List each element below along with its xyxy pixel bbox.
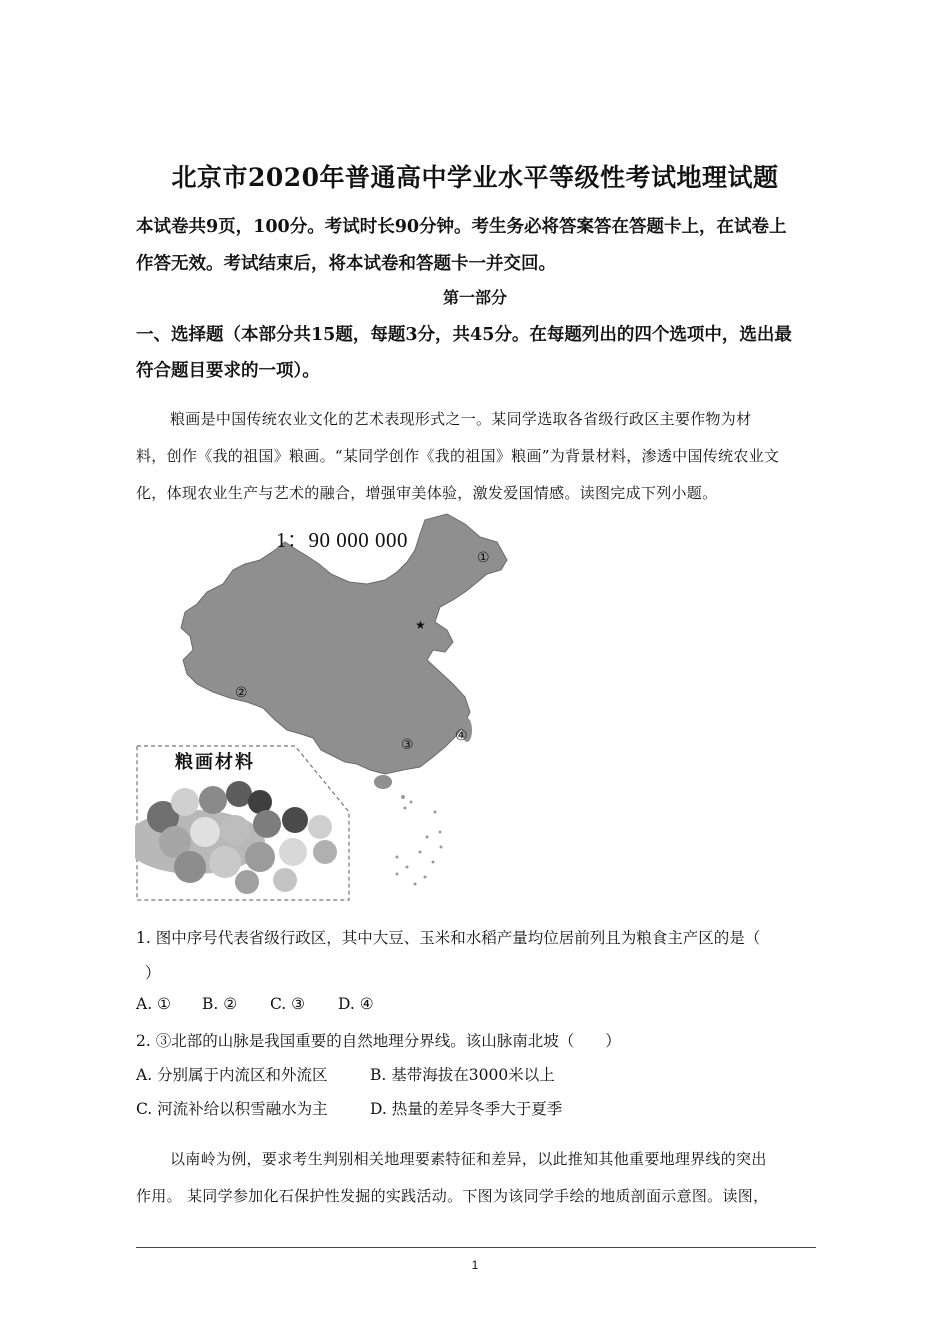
passage1-line-2: 料，创作《我的祖国》粮画。“某同学创作《我的祖国》粮画”为背景材料，渗透中国传统农业文 (136, 447, 780, 465)
south-sea-islands (396, 795, 443, 886)
q1-options (136, 995, 374, 1013)
q1-option-a[interactable]: A. ① (136, 995, 171, 1013)
marker-4: ④ (455, 728, 468, 744)
grain-material-label: 粮画材料 (175, 752, 255, 773)
passage2-line-1: 以南岭为例，要求考生判别相关地理要素特征和差异，以此推知其他重要地理界线的突出 (170, 1150, 767, 1168)
marker-2: ② (235, 685, 248, 701)
section-line-2: 符合题目要求的一项）。 (136, 361, 320, 381)
q2-option-c[interactable]: C. 河流补给以积雪融水为主 (136, 1100, 328, 1118)
footer-divider (136, 1247, 816, 1248)
q1-stem-line-2: ） (145, 964, 161, 982)
q2-option-a[interactable]: A. 分别属于内流区和外流区 (136, 1066, 328, 1084)
q2-option-b[interactable]: B. 基带海拔在3000米以上 (370, 1066, 555, 1084)
q1-option-c[interactable]: C. ③ (270, 995, 306, 1013)
marker-1: ① (477, 550, 490, 566)
instructions-line-2: 作答无效。考试结束后，将本试卷和答题卡一并交回。 (136, 254, 556, 274)
section-line-1: 一、选择题（本部分共15题，每题3分，共45分。在每题列出的四个选项中，选出最 (136, 325, 792, 345)
passage1-line-3: 化，体现农业生产与艺术的融合，增强审美体验，激发爱国情感。读图完成下列小题。 (136, 484, 718, 502)
passage2-line-2: 作用。 某同学参加化石保护性发掘的实践活动。下图为该同学手绘的地质剖面示意图。读图， (136, 1187, 769, 1205)
capital-star-icon: ★ (415, 618, 426, 632)
passage1-line-1: 粮画是中国传统农业文化的艺术表现形式之一。某同学选取各省级行政区主要作物为材 (170, 410, 752, 428)
hainan-island (374, 775, 392, 789)
page-number: 1 (471, 1258, 479, 1272)
q1-option-b[interactable]: B. ② (202, 995, 238, 1013)
page-title: 北京市2020年普通高中学业水平等级性考试地理试题 (171, 163, 779, 192)
marker-3: ③ (401, 737, 414, 753)
china-map-figure (135, 512, 515, 902)
map-scale: 1：90 000 000 (276, 528, 408, 552)
instructions-line-1: 本试卷共9页，100分。考试时长90分钟。考生务必将答案答在答题卡上，在试卷上 (136, 217, 787, 237)
part-title: 第一部分 (442, 288, 507, 307)
q2-option-d[interactable]: D. 热量的差异冬季大于夏季 (370, 1100, 563, 1118)
q2-stem: 2. ③北部的山脉是我国重要的自然地理分界线。该山脉南北坡（ ） (136, 1032, 621, 1050)
q1-option-d[interactable]: D. ④ (338, 995, 374, 1013)
q1-stem-line-1: 1. 图中序号代表省级行政区，其中大豆、玉米和水稻产量均位居前列且为粮食主产区的是（ (136, 929, 761, 947)
